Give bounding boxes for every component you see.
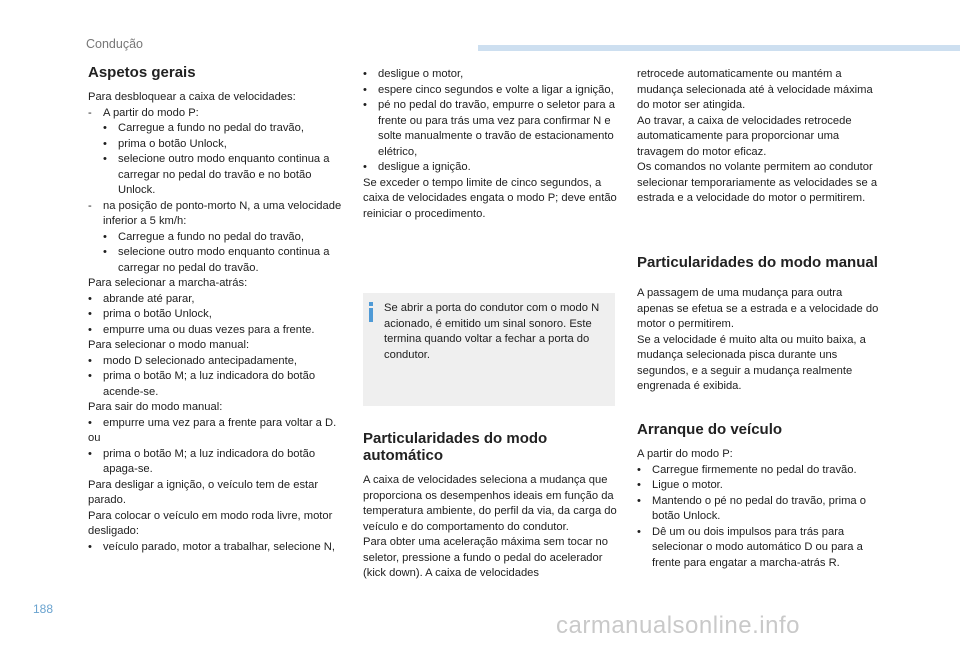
text-line	[88, 230, 346, 246]
line-text: Para colocar o veículo em modo roda livre, motor desligado:	[88, 509, 333, 537]
line-text: Para sair do modo manual:	[88, 401, 223, 413]
line-text: prima o botão M; a luz indicadora do botão apaga-se.	[103, 447, 316, 475]
info-icon	[369, 302, 373, 320]
text-line	[88, 509, 346, 540]
line-text: Mantendo o pé no pedal do travão, prima o botão Unlock.	[652, 494, 866, 522]
text-line	[88, 447, 346, 478]
text-line	[363, 67, 619, 83]
manual-p1: A passagem de uma mudança para outra apenas se efetua se a estrada e a velocidade do motor o permitirem.	[637, 287, 879, 330]
column-3	[637, 67, 882, 207]
line-text: selecione outro modo enquanto continua a carregar no pedal do travão e no botão Unlock.	[118, 153, 330, 196]
text-line	[88, 400, 346, 416]
text-line	[363, 176, 619, 223]
line-text: espere cinco segundos e volte a ligar a ignição,	[378, 83, 614, 96]
bullet-marker: •	[103, 137, 107, 150]
general-aspects-text	[88, 90, 346, 555]
line-text: empurre uma vez para a frente para voltar a D.	[103, 416, 337, 429]
bullet-marker: •	[103, 246, 107, 258]
line-text: Para desligar a ignição, o veículo tem de estar parado.	[88, 478, 319, 506]
line-text: Para desbloquear a caixa de velocidades:	[88, 91, 296, 103]
text-line	[88, 199, 346, 230]
bullet-marker: •	[363, 68, 367, 80]
line-text: na posição de ponto-morto N, a uma velocidade inferior a 5 km/h:	[103, 199, 342, 227]
header-bar	[478, 45, 960, 51]
text-line	[88, 245, 346, 276]
bullet-marker: •	[103, 230, 107, 243]
text-line	[637, 447, 882, 463]
bullet-marker: •	[637, 463, 641, 476]
manual-mode-text	[637, 286, 882, 395]
automatic-mode-text	[363, 473, 619, 582]
line-text: desligue o motor,	[378, 68, 464, 80]
text-line	[88, 292, 346, 308]
automatic-p2: Para obter uma aceleração máxima sem tocar no seletor, pressione a fundo o pedal do acelerador (kick down). A caixa de velocidades	[363, 536, 608, 579]
text-line	[88, 307, 346, 323]
column-1	[88, 64, 346, 555]
bullet-marker: •	[88, 308, 92, 320]
line-text: veículo parado, motor a trabalhar, selecione N,	[103, 540, 335, 553]
text-line	[88, 276, 346, 292]
bullet-marker: •	[88, 540, 92, 553]
bullet-marker: •	[88, 416, 92, 429]
line-text: selecione outro modo enquanto continua a carregar no pedal do travão.	[118, 246, 330, 274]
text-line	[88, 121, 346, 137]
text-line	[637, 478, 882, 494]
bullet-marker: •	[88, 323, 92, 336]
text-line	[88, 416, 346, 432]
procedure-continued-text	[363, 67, 619, 222]
text-line	[637, 463, 882, 479]
bullet-marker: •	[637, 479, 641, 491]
column-2	[363, 67, 619, 222]
dash-marker: -	[88, 106, 92, 119]
text-line	[363, 160, 619, 176]
text-line	[88, 323, 346, 339]
text-line	[88, 540, 346, 556]
text-line	[88, 137, 346, 153]
line-text: Se exceder o tempo limite de cinco segundos, a caixa de velocidades engata o modo P; deve então reiniciar o procedimento.	[363, 176, 617, 220]
line-text: Ligue o motor.	[652, 479, 723, 491]
info-box	[363, 293, 615, 406]
line-text: A partir do modo P:	[103, 106, 199, 119]
line-text: pé no pedal do travão, empurre o seletor para a frente ou para trás uma vez para confirmar N e solte manualmente o travão de estacionamento elétrico,	[378, 99, 615, 158]
line-text: Carregue a fundo no pedal do travão,	[118, 230, 304, 243]
line-text: desligue a ignição.	[378, 161, 471, 173]
automatic-p1: A caixa de velocidades seleciona a mudança que proporciona os desempenhos ideais em função da temperatura ambiente, do perfil da via, da carga do veículo e do comportamento do condutor.	[363, 474, 617, 533]
line-text: Carregue firmemente no pedal do travão.	[652, 463, 857, 476]
text-line	[363, 98, 619, 160]
watermark: carmanualsonline.info	[556, 612, 800, 639]
line-text: prima o botão M; a luz indicadora do botão acende-se.	[103, 370, 316, 398]
bullet-marker: •	[88, 292, 92, 305]
line-text: Para selecionar o modo manual:	[88, 339, 250, 351]
title-general-aspects: Aspetos gerais	[88, 64, 196, 81]
bullet-marker: •	[363, 83, 367, 96]
bullet-marker: •	[88, 447, 92, 460]
text-line	[637, 525, 882, 572]
line-text: empurre uma ou duas vezes para a frente.	[103, 323, 315, 336]
text-line	[88, 354, 346, 370]
col3-p3: Os comandos no volante permitem ao condutor selecionar temporariamente as velocidades se a estrada e a velocidade do motor o permitirem.	[637, 161, 878, 204]
bullet-marker: •	[103, 153, 107, 165]
line-text: Dê um ou dois impulsos para trás para selecionar o modo automático D ou para a frente para engatar a marcha-atrás R.	[652, 525, 863, 569]
section-header: Condução	[86, 37, 143, 51]
line-text: ou	[88, 432, 101, 444]
text-line	[88, 152, 346, 199]
title-automatic-mode: Particularidades do modo automático	[363, 430, 548, 464]
line-text: modo D selecionado antecipadamente,	[103, 354, 298, 367]
bullet-marker: •	[88, 354, 92, 367]
page-edge	[0, 0, 8, 649]
text-line	[637, 494, 882, 525]
col3-p1: retrocede automaticamente ou mantém a mudança selecionada até à velocidade máxima do motor ser atingida.	[637, 68, 873, 111]
manual-p2: Se a velocidade é muito alta ou muito baixa, a mudança selecionada pisca durante uns segundos, e a seguir a mudança realmente engrenada é exibida.	[637, 333, 866, 392]
bullet-marker: •	[637, 494, 641, 507]
line-text: Para selecionar a marcha-atrás:	[88, 277, 248, 289]
text-line	[363, 83, 619, 99]
bullet-marker: •	[637, 525, 641, 538]
line-text: prima o botão Unlock,	[103, 308, 212, 320]
title-vehicle-start: Arranque do veículo	[637, 421, 783, 438]
info-text: Se abrir a porta do condutor com o modo N acionado, é emitido um sinal sonoro. Este termina quando voltar a fechar a porta do condutor.	[384, 302, 600, 361]
bullet-marker: •	[363, 99, 367, 111]
text-line	[88, 369, 346, 400]
dash-marker: -	[88, 199, 92, 212]
line-text: abrande até parar,	[103, 292, 195, 305]
vehicle-start-text	[637, 447, 882, 571]
text-line	[88, 338, 346, 354]
text-line	[88, 478, 346, 509]
line-text: prima o botão Unlock,	[118, 137, 227, 150]
line-text: Carregue a fundo no pedal do travão,	[118, 122, 304, 134]
text-line	[88, 90, 346, 106]
title-manual-mode: Particularidades do modo manual	[637, 254, 878, 271]
bullet-marker: •	[363, 161, 367, 173]
bullet-marker: •	[88, 370, 92, 382]
text-line	[88, 431, 346, 447]
col3-p2: Ao travar, a caixa de velocidades retrocede automaticamente para proporcionar uma travagem do motor eficaz.	[637, 114, 852, 158]
bullet-marker: •	[103, 122, 107, 134]
text-line	[88, 106, 346, 122]
line-text: A partir do modo P:	[637, 448, 733, 460]
page-number: 188	[33, 602, 54, 616]
